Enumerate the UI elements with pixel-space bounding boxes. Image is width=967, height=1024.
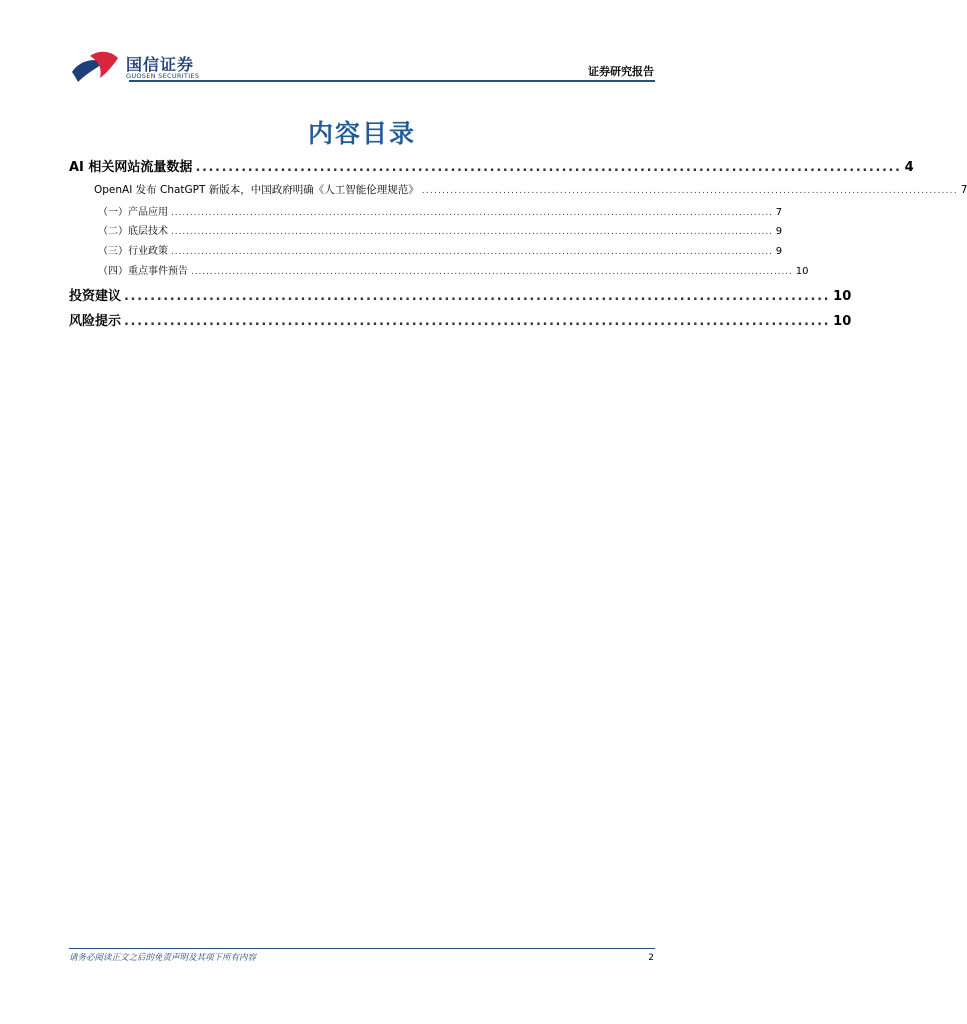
toc-entry-text: OpenAI 发布 ChatGPT 新版本，中国政府明确《人工智能伦理规范》 — [94, 184, 419, 196]
toc-entry-underlying-tech[interactable] — [98, 222, 783, 237]
toc-entry-page: 7 — [960, 184, 967, 196]
toc-leader-dots: ................................................................................................................................................................ — [191, 267, 793, 277]
page-number: 2 — [648, 953, 654, 963]
toc-entry-text: 风险提示 — [69, 314, 122, 329]
toc-entry-text: （三）行业政策 — [98, 246, 168, 257]
toc-entry-text: AI 相关网站流量数据 — [69, 160, 193, 175]
toc-title: 内容目录 — [307, 119, 416, 148]
footer-divider — [69, 948, 655, 949]
toc-entry-page: 4 — [904, 160, 914, 175]
toc-leader-dots: ................................................................................................................................................................ — [171, 247, 773, 257]
toc-entry-risk-warning[interactable] — [69, 310, 852, 329]
header-divider — [129, 80, 655, 82]
toc-entry-page: 10 — [795, 266, 809, 277]
toc-leader-dots: ................................................................................................................................................................ — [171, 208, 773, 218]
toc-entry-page: 10 — [833, 289, 852, 304]
toc-entry-page: 10 — [833, 314, 852, 329]
toc-entry-text: （一）产品应用 — [98, 207, 168, 218]
toc-entry-text: 投资建议 — [69, 289, 122, 304]
toc-entry-page: 9 — [775, 226, 783, 237]
toc-leader-dots: ............................................................................................................ — [124, 314, 831, 329]
logo-english-name: GUOSEN SECURITIES — [126, 72, 200, 80]
toc-entry-page: 9 — [775, 246, 783, 257]
toc-leader-dots: ................................................................................................................................................................ — [171, 227, 773, 237]
toc-entry-product-application[interactable] — [98, 203, 783, 218]
logo-chinese-name: 国信证券 — [126, 55, 195, 74]
footer-disclaimer: 请务必阅读正文之后的免责声明及其项下所有内容 — [69, 953, 257, 963]
guosen-logo-icon — [70, 50, 122, 84]
toc-entry-text: （二）底层技术 — [98, 226, 168, 237]
report-type-label: 证券研究报告 — [588, 65, 654, 78]
toc-entry-openai-release[interactable] — [94, 182, 967, 197]
toc-entry-page: 7 — [775, 207, 783, 218]
toc-entry-industry-policy[interactable] — [98, 242, 783, 257]
toc-entry-investment-advice[interactable] — [69, 285, 852, 304]
toc-entry-text: （四）重点事件预告 — [98, 266, 188, 277]
toc-entry-key-events[interactable] — [98, 262, 809, 277]
toc-leader-dots: ............................................................................................................ — [195, 160, 902, 175]
toc-leader-dots: ............................................................................................................ — [124, 289, 831, 304]
toc-entry-traffic-data[interactable] — [69, 156, 914, 175]
toc-leader-dots: .................................................................................................................................... — [421, 186, 958, 196]
